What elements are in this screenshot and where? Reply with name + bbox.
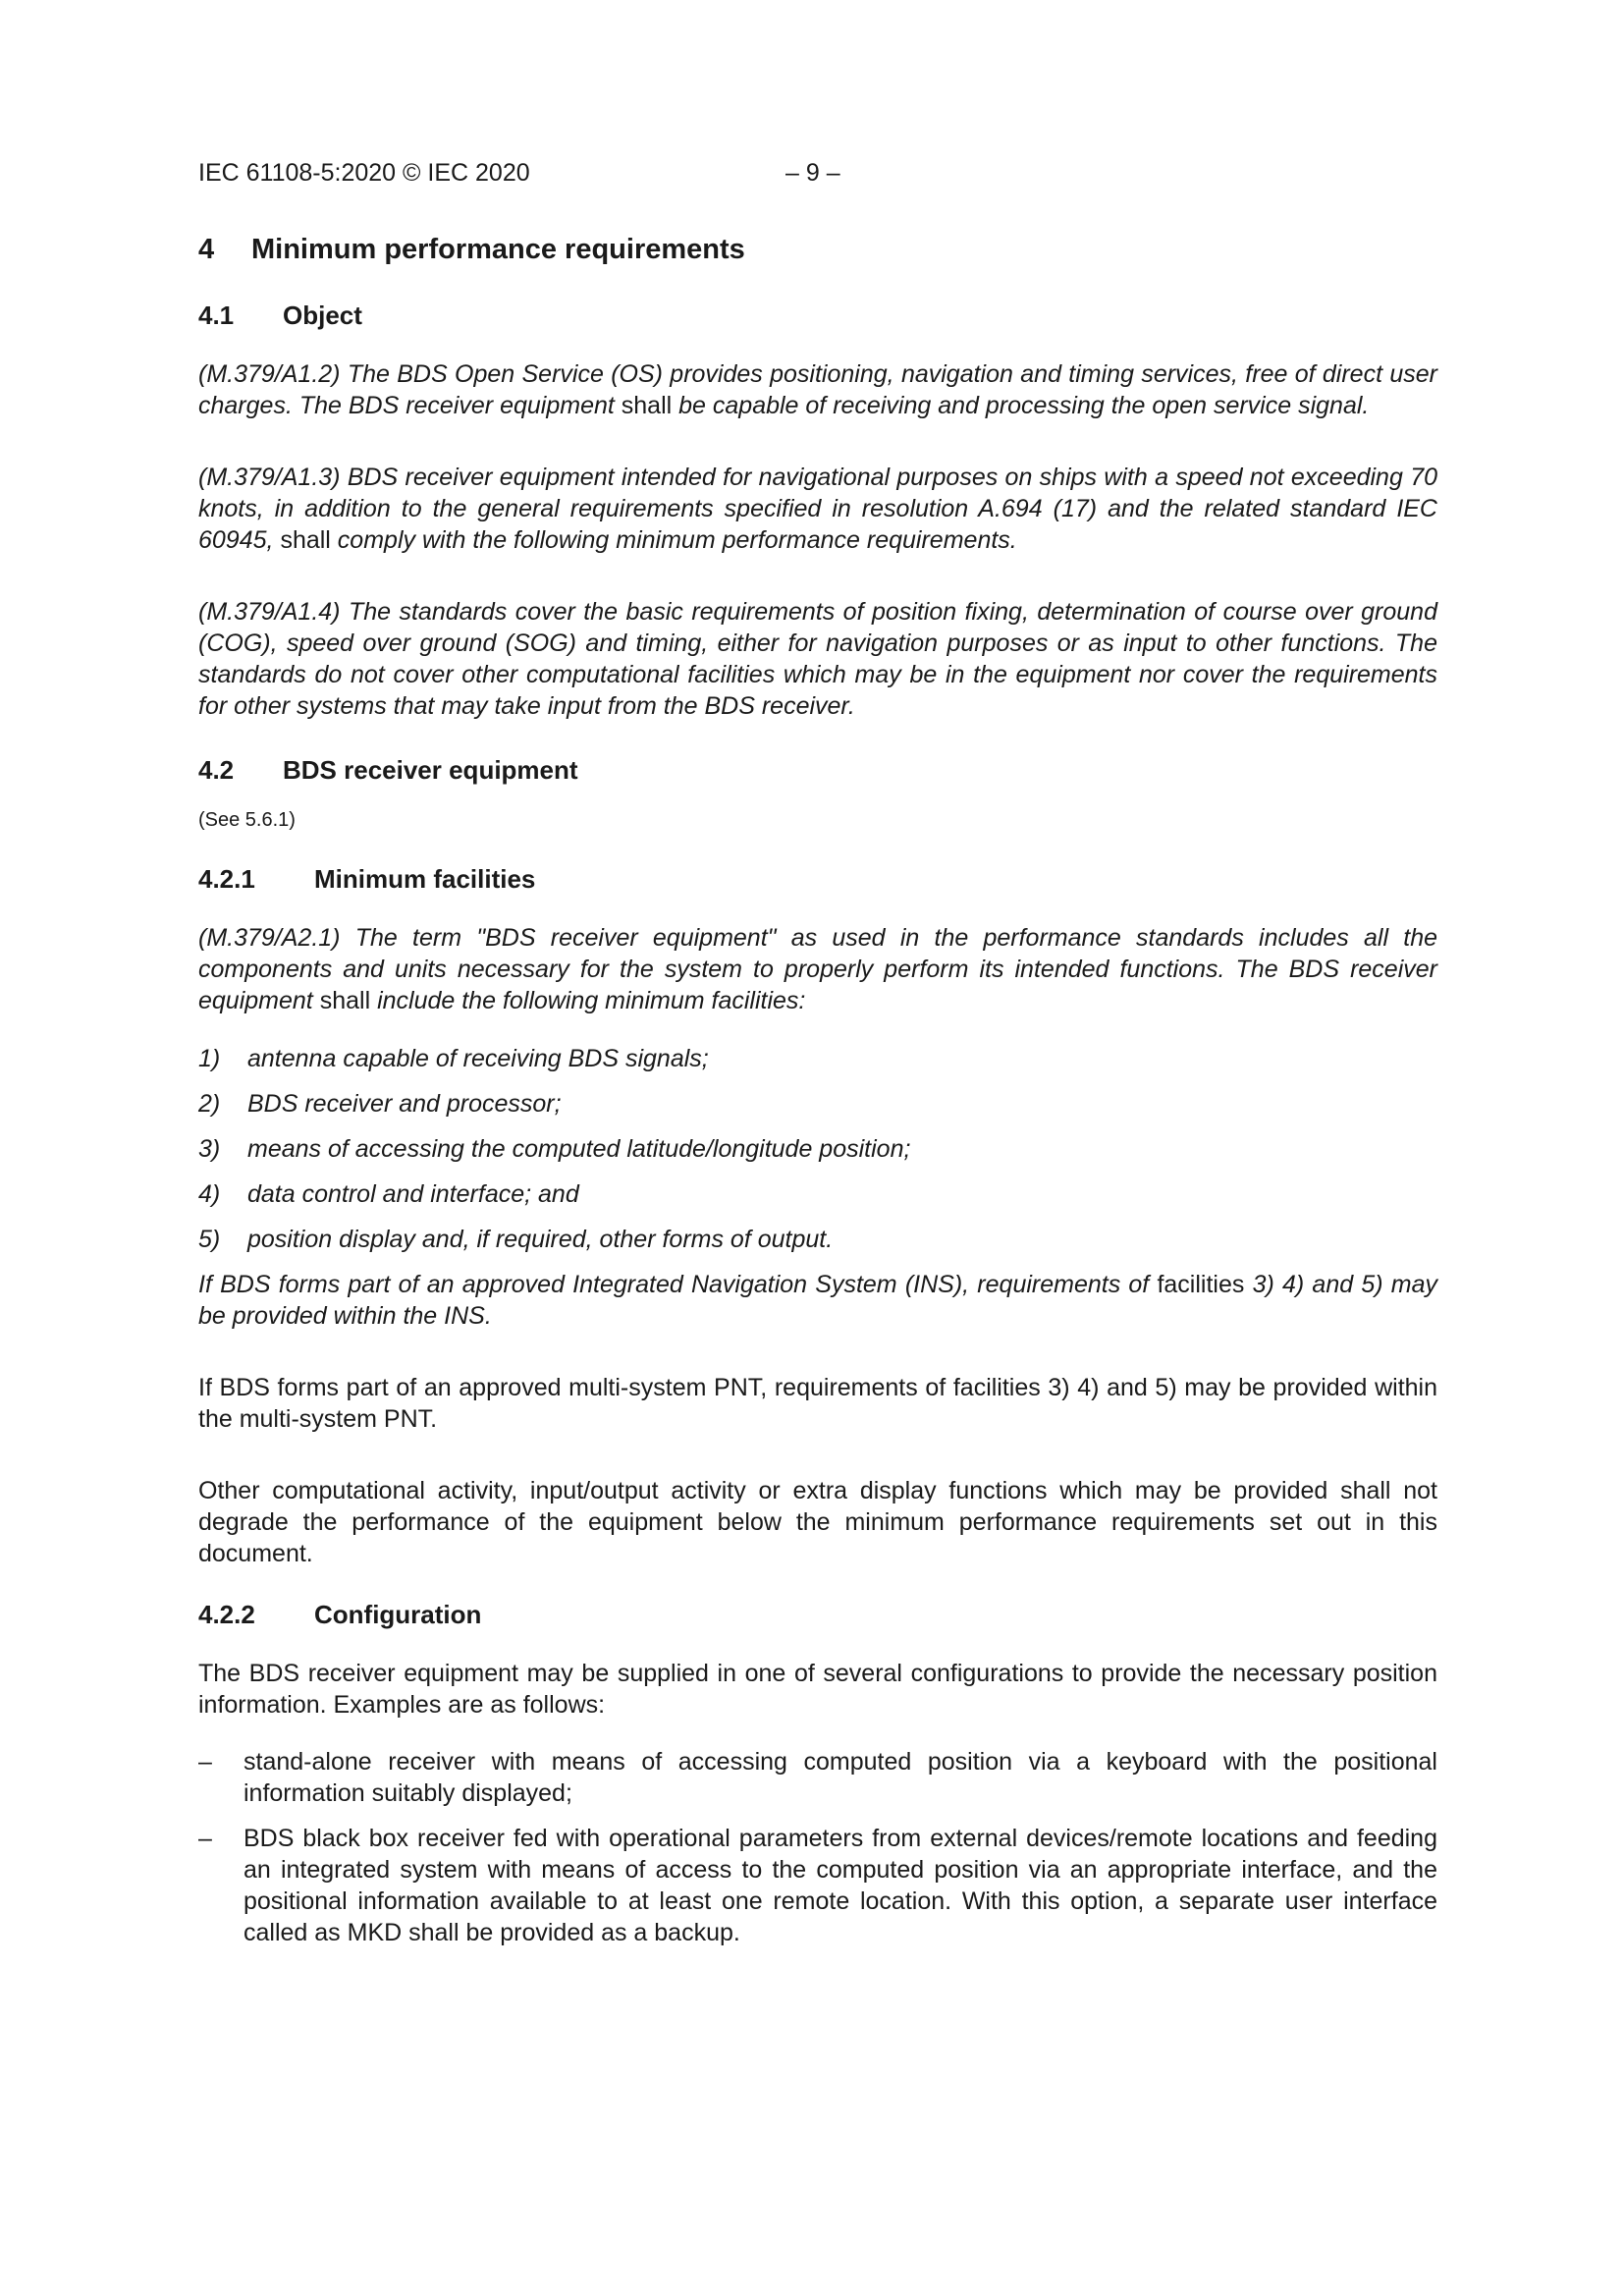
paragraph-ins [198,1269,1437,1332]
list-number: 4) [198,1180,221,1208]
section-4-1-heading [198,300,1437,332]
section-number: 4.2.2 [198,1600,255,1629]
list-number: 1) [198,1045,221,1072]
list-text: BDS black box receiver fed with operational parameters from external devices/remote locations and feeding an integrated system with means of access to the computed position via an appropriate interface, and the positional information available to at least one remote location. With this option, a separate user interface called as MKD shall be provided as a backup. [243,1825,1437,1946]
facilities-list [198,1043,1437,1255]
standard-reference: IEC 61108-5:2020 © IEC 2020 [198,159,530,187]
text-run: If BDS forms part of an approved Integrated Navigation System (INS), requirements of [198,1271,1158,1298]
text-run: , [266,526,281,554]
section-number: 4.2 [198,755,235,785]
list-number: 5) [198,1226,221,1253]
text-run: IEC 60945 [198,495,1437,554]
list-dash: – [198,1748,212,1776]
list-number: 3) [198,1135,221,1163]
text-run: (M.379/A1.2) The BDS Open Service (OS) provides positioning, navigation and timing services, free of direct user charges. The BDS receiver equipment [198,360,1437,419]
paragraph-configuration: The BDS receiver equipment may be supplied in one of several configurations to provide the necessary position information. Examples are as follows: [198,1660,1437,1719]
list-item [198,1133,1437,1165]
text-run: facilities [1157,1271,1245,1298]
paragraph-multi-system-pnt: If BDS forms part of an approved multi-system PNT, requirements of facilities 3) 4) and 5) may be provided within the multi-system PNT. [198,1374,1437,1433]
list-text: stand-alone receiver with means of accessing computed position via a keyboard with the positional information suitably displayed; [243,1748,1437,1807]
running-header [198,157,1437,189]
section-4-2-heading [198,754,1437,787]
list-item [198,1746,1437,1809]
list-item [198,1088,1437,1120]
section-number: 4.2.1 [198,864,255,894]
text-run: comply with the following minimum performance requirements. [330,526,1017,554]
section-title: Minimum facilities [314,864,536,894]
text-run: (M.379/A2.1) The term "BDS receiver equipment" as used in the performance standards includes all the components and units necessary for the system to properly perform its intended functions. The BDS receiver equipment [198,924,1437,1014]
section-4-2-2-heading [198,1599,1437,1631]
list-item [198,1823,1437,1948]
section-title: BDS receiver equipment [283,755,578,785]
list-text: BDS receiver and processor; [247,1090,562,1118]
paragraph-m379-a1-4: (M.379/A1.4) The standards cover the basic requirements of position fixing, determination of course over ground (COG), speed over ground (SOG) and timing, either for navigation purposes or as input to other functions. The standards do not cover other computational facilities which may be in the equipment nor cover the requirements for other systems that may take input from the BDS receiver. [198,598,1437,720]
list-item [198,1178,1437,1210]
text-run: shall [621,392,673,419]
cross-reference-note: (See 5.6.1) [198,809,296,831]
section-title: Object [283,301,362,330]
paragraph-other-activity: Other computational activity, input/output activity or extra display functions which may be provided shall not degrade the performance of the equipment below the minimum performance requirements set out in this document. [198,1477,1437,1567]
configuration-list [198,1746,1437,1948]
section-title: Configuration [314,1600,482,1629]
list-number: 2) [198,1090,221,1118]
paragraph-m379-a1-3 [198,462,1437,556]
section-4-heading [198,232,1437,267]
section-4-2-1-heading [198,863,1437,896]
text-run: (M.379/A1.3) BDS receiver equipment intended for navigational purposes on ships with a speed not exceeding 70 knots, in addition to the general requirements specified in resolution A.694 (17) and the related standard [198,464,1437,522]
text-run: be capable of receiving and processing the open service signal. [672,392,1370,419]
text-run: shall [280,526,331,554]
text-run: 3) 4) and 5) may be provided within the INS. [198,1271,1437,1330]
list-text: means of accessing the computed latitude/longitude position; [247,1135,911,1163]
text-run: shall [319,987,371,1014]
list-dash: – [198,1825,212,1852]
page-number: – 9 – [785,159,840,187]
list-text: data control and interface; and [247,1180,579,1208]
list-item [198,1224,1437,1255]
list-text: position display and, if required, other forms of output. [247,1226,834,1253]
text-run: include the following minimum facilities: [370,987,806,1014]
document-page [198,157,1437,1962]
paragraph-m379-a1-2 [198,358,1437,421]
paragraph-m379-a2-1 [198,922,1437,1016]
section-number: 4 [198,234,215,265]
list-text: antenna capable of receiving BDS signals; [247,1045,709,1072]
section-title: Minimum performance requirements [251,234,745,265]
section-number: 4.1 [198,301,235,330]
list-item [198,1043,1437,1074]
